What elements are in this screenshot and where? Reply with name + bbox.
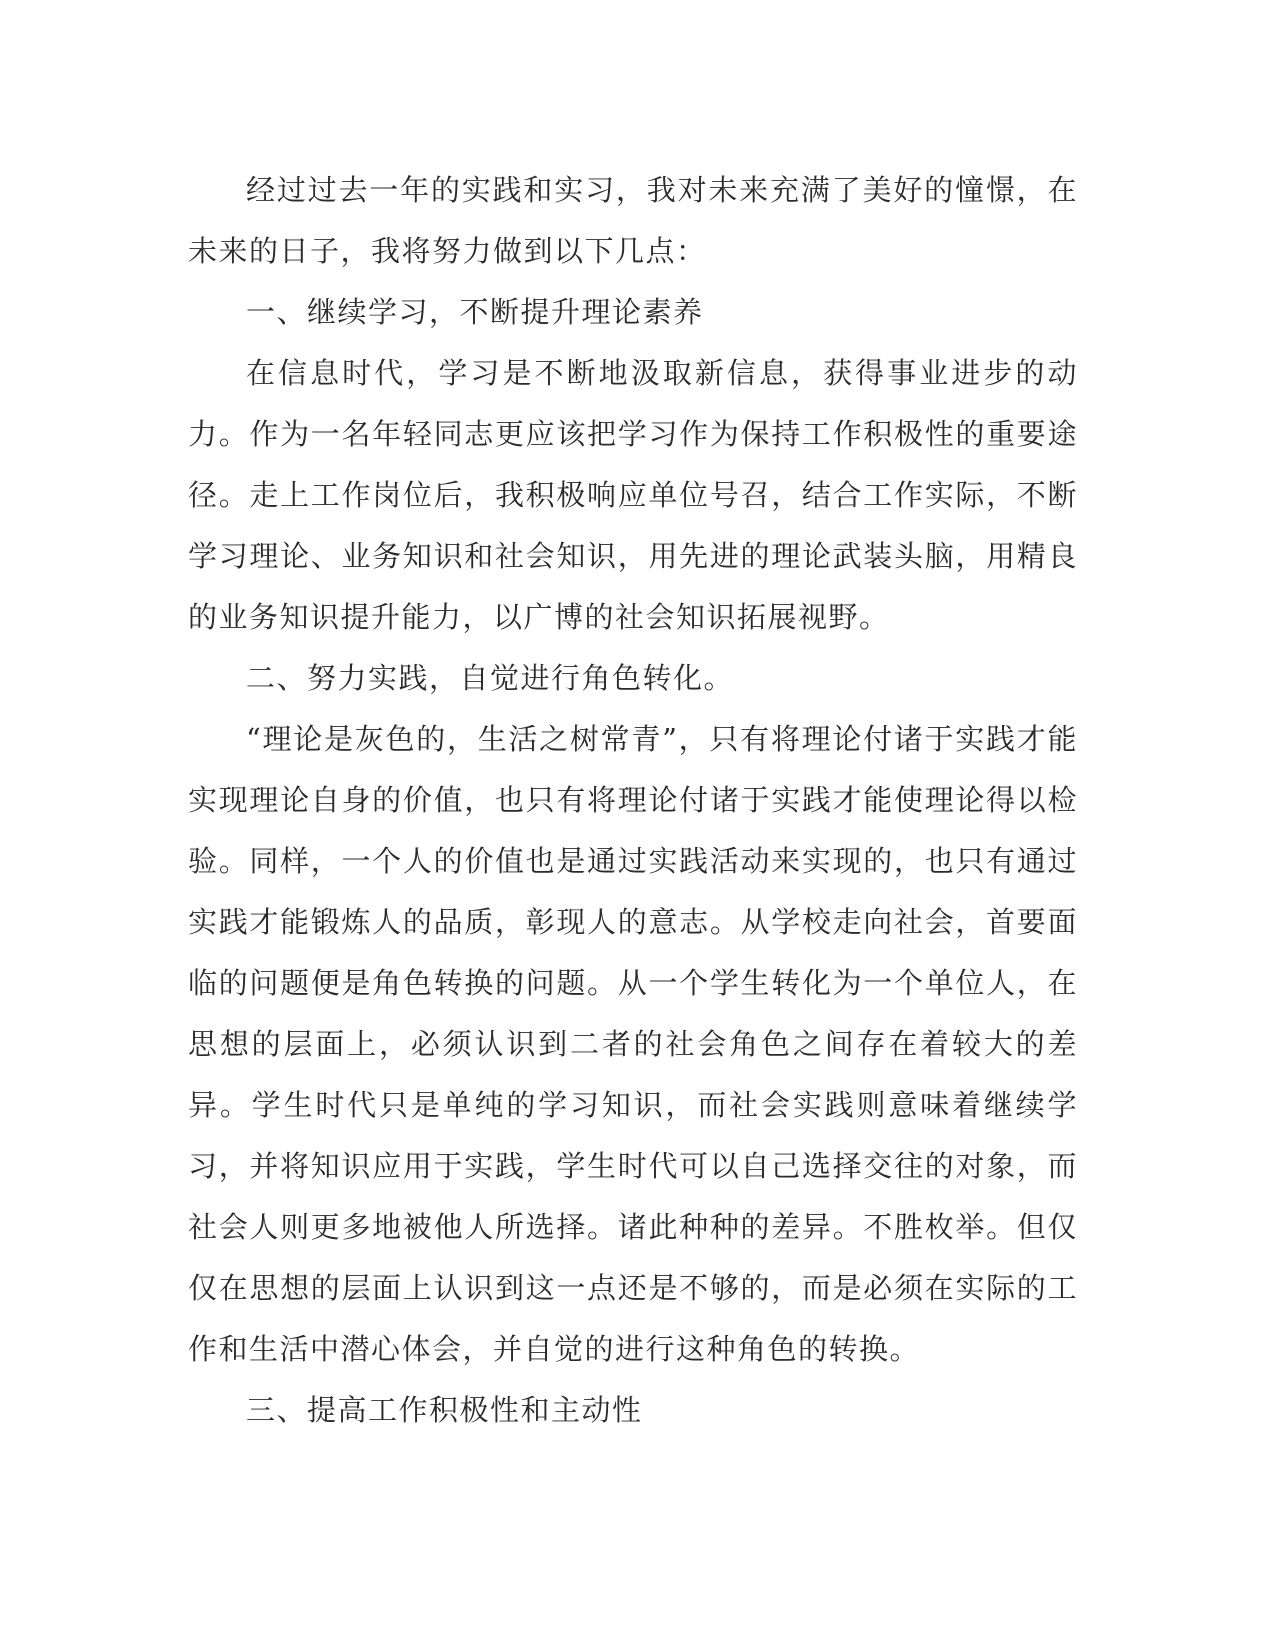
section-heading-2: 二、努力实践，自觉进行角色转化。 bbox=[246, 661, 735, 695]
document-body bbox=[188, 160, 1078, 1441]
section-heading-1: 一、继续学习，不断提升理论素养 bbox=[246, 295, 704, 329]
section-heading-3: 三、提高工作积极性和主动性 bbox=[246, 1393, 643, 1427]
section-1-paragraph: 在信息时代，学习是不断地汲取新信息，获得事业进步的动力。作为一名年轻同志更应该把学习作为保持工作积极性的重要途径。走上工作岗位后，我积极响应单位号召，结合工作实际，不断学习理论、业务知识和社会知识，用先进的理论武装头脑，用精良的业务知识提升能力，以广博的社会知识拓展视野。 bbox=[188, 356, 1078, 634]
intro-paragraph: 经过过去一年的实践和实习，我对未来充满了美好的憧憬，在未来的日子，我将努力做到以下几点： bbox=[188, 173, 1078, 268]
section-2-paragraph: “理论是灰色的，生活之树常青”，只有将理论付诸于实践才能实现理论自身的价值，也只有将理论付诸于实践才能使理论得以检验。同样，一个人的价值也是通过实践活动来实现的，也只有通过实践才能锻炼人的品质，彰现人的意志。从学校走向社会，首要面临的问题便是角色转换的问题。从一个学生转化为一个单位人，在思想的层面上，必须认识到二者的社会角色之间存在着较大的差异。学生时代只是单纯的学习知识，而社会实践则意味着继续学习，并将知识应用于实践，学生时代可以自己选择交往的对象，而社会人则更多地被他人所选择。诸此种种的差异。不胜枚举。但仅仅在思想的层面上认识到这一点还是不够的，而是必须在实际的工作和生活中潜心体会，并自觉的进行这种角色的转换。 bbox=[188, 722, 1078, 1366]
